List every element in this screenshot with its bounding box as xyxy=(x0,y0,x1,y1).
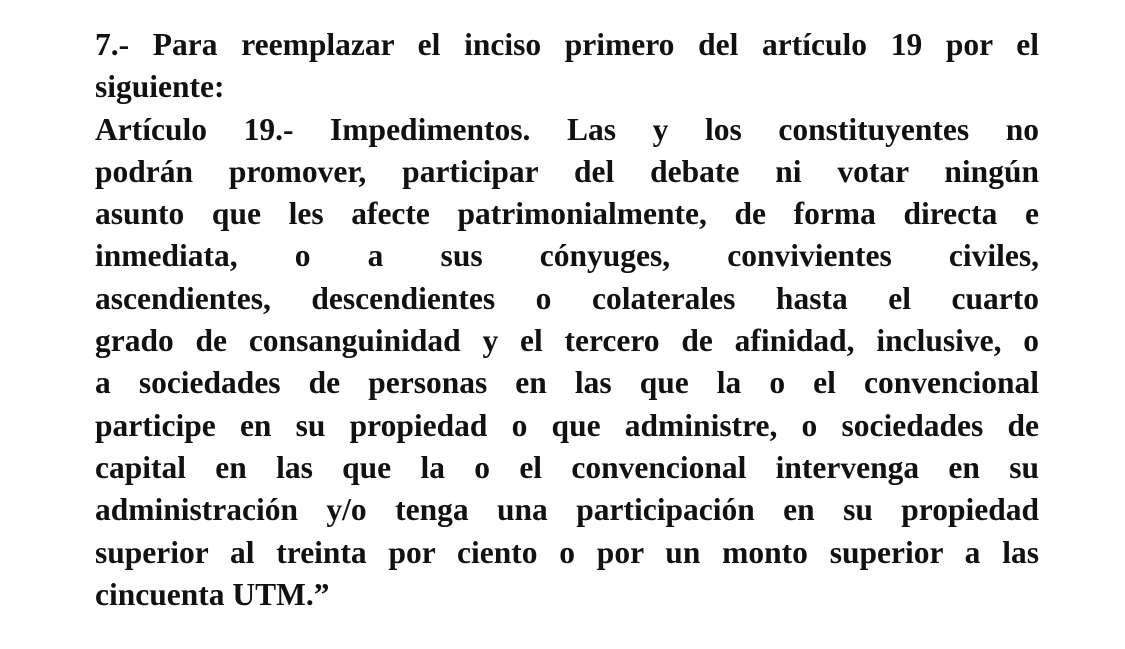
amendment-text xyxy=(95,24,1039,616)
text-line: siguiente: xyxy=(95,69,225,105)
text-line: superior al treinta por ciento o por un monto superior a las xyxy=(95,534,1039,570)
text-line: ascendientes, descendientes o colaterales hasta el cuarto xyxy=(95,280,1039,316)
text-line: grado de consanguinidad y el tercero de afinidad, inclusive, o xyxy=(95,323,1039,359)
text-line: inmediata, o a sus cónyuges, convivientes civiles, xyxy=(95,238,1039,274)
text-line: 7.- Para reemplazar el inciso primero del artículo 19 por el xyxy=(95,27,1039,62)
text-line: capital en las que la o el convencional intervenga en su xyxy=(95,449,1039,485)
text-line: a sociedades de personas en las que la o el convencional xyxy=(95,365,1039,401)
text-line: participe en su propiedad o que administre, o sociedades de xyxy=(95,407,1039,443)
text-line: cincuenta UTM.” xyxy=(95,576,330,612)
text-line: administración y/o tenga una participación en su propiedad xyxy=(95,492,1039,528)
text-line: Artículo 19.- Impedimentos. Las y los constituyentes no xyxy=(95,111,1039,147)
text-line: asunto que les afecte patrimonialmente, de forma directa e xyxy=(95,196,1039,232)
text-line: podrán promover, participar del debate ni votar ningún xyxy=(95,153,1039,189)
